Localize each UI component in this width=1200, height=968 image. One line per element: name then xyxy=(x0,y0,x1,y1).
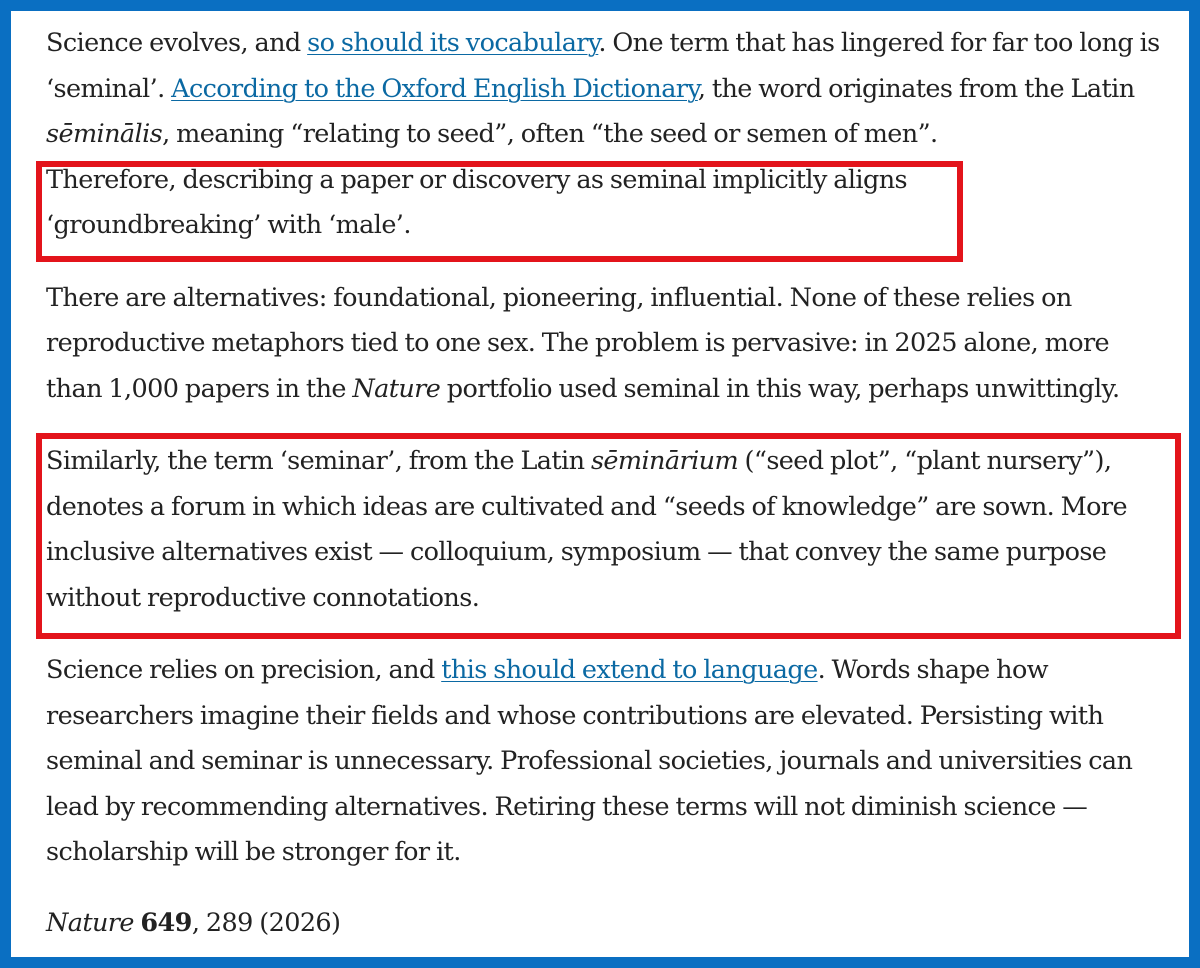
paragraph-text: portfolio used seminal in this way, perhaps unwittingly. xyxy=(440,373,1120,404)
paragraph-text: Science relies on precision, and xyxy=(46,655,442,685)
paragraph-text: . One term that has lingered for far too long is ‘seminal’. xyxy=(46,28,1160,104)
highlighted-sentence: Therefore, describing a paper or discovery as seminal implicitly aligns ‘groundbreaking’ with ‘male’. xyxy=(46,164,907,240)
paragraph-1 xyxy=(46,21,1161,249)
paragraph-3 xyxy=(46,439,1161,621)
latin-term: sēminārium xyxy=(590,446,739,476)
journal-name: Nature xyxy=(352,373,441,404)
paragraph-text: , the word originates from the Latin xyxy=(697,73,1135,104)
paragraph-gap xyxy=(46,412,1161,439)
paragraph-gap xyxy=(46,621,1161,648)
citation-journal: Nature xyxy=(46,907,134,938)
paragraph-gap xyxy=(46,876,1161,901)
paragraph-text: There are alternatives: foundational, pioneering, influential. None of these relies on reproductive metaphors tied to one sex. The problem is pervasive: in 2025 alone, more than 1,000 papers in the xyxy=(46,282,1110,404)
latin-term: sēminālis xyxy=(46,119,163,149)
paragraph-text: Science evolves, and xyxy=(46,28,308,58)
paragraph-text: , meaning “relating to seed”, often “the seed or semen of men”. xyxy=(162,119,938,149)
paragraph-text: Similarly, the term ‘seminar’, from the Latin xyxy=(46,446,591,476)
paragraph-4 xyxy=(46,648,1161,876)
link-this-should-extend-to-language[interactable]: this should extend to language xyxy=(441,655,818,685)
citation-volume: 649 xyxy=(140,907,192,938)
link-so-should-its-vocabulary[interactable]: so should its vocabulary xyxy=(307,28,599,58)
link-oxford-english-dictionary[interactable]: According to the Oxford English Dictionary xyxy=(171,73,698,104)
paragraph-2 xyxy=(46,276,1161,413)
citation-pages-year: , 289 (2026) xyxy=(191,907,341,938)
paragraph-text: . Words shape how researchers imagine their fields and whose contributions are elevated. Persisting with seminal and seminar is unnecessary. Professional societies, journals and universities can lead by recommending alternatives. Retiring these terms will not diminish science — scholarship will be stronger for it. xyxy=(46,655,1133,867)
article-body xyxy=(46,21,1161,946)
paragraph-gap xyxy=(46,249,1161,276)
paragraph-text: (“seed plot”, “plant nursery”), denotes a forum in which ideas are cultivated and “seeds of knowledge” are sown. More inclusive alternatives exist — colloquium, symposium — that convey the same purpose without reproductive connotations. xyxy=(46,446,1127,613)
citation xyxy=(46,901,1161,947)
